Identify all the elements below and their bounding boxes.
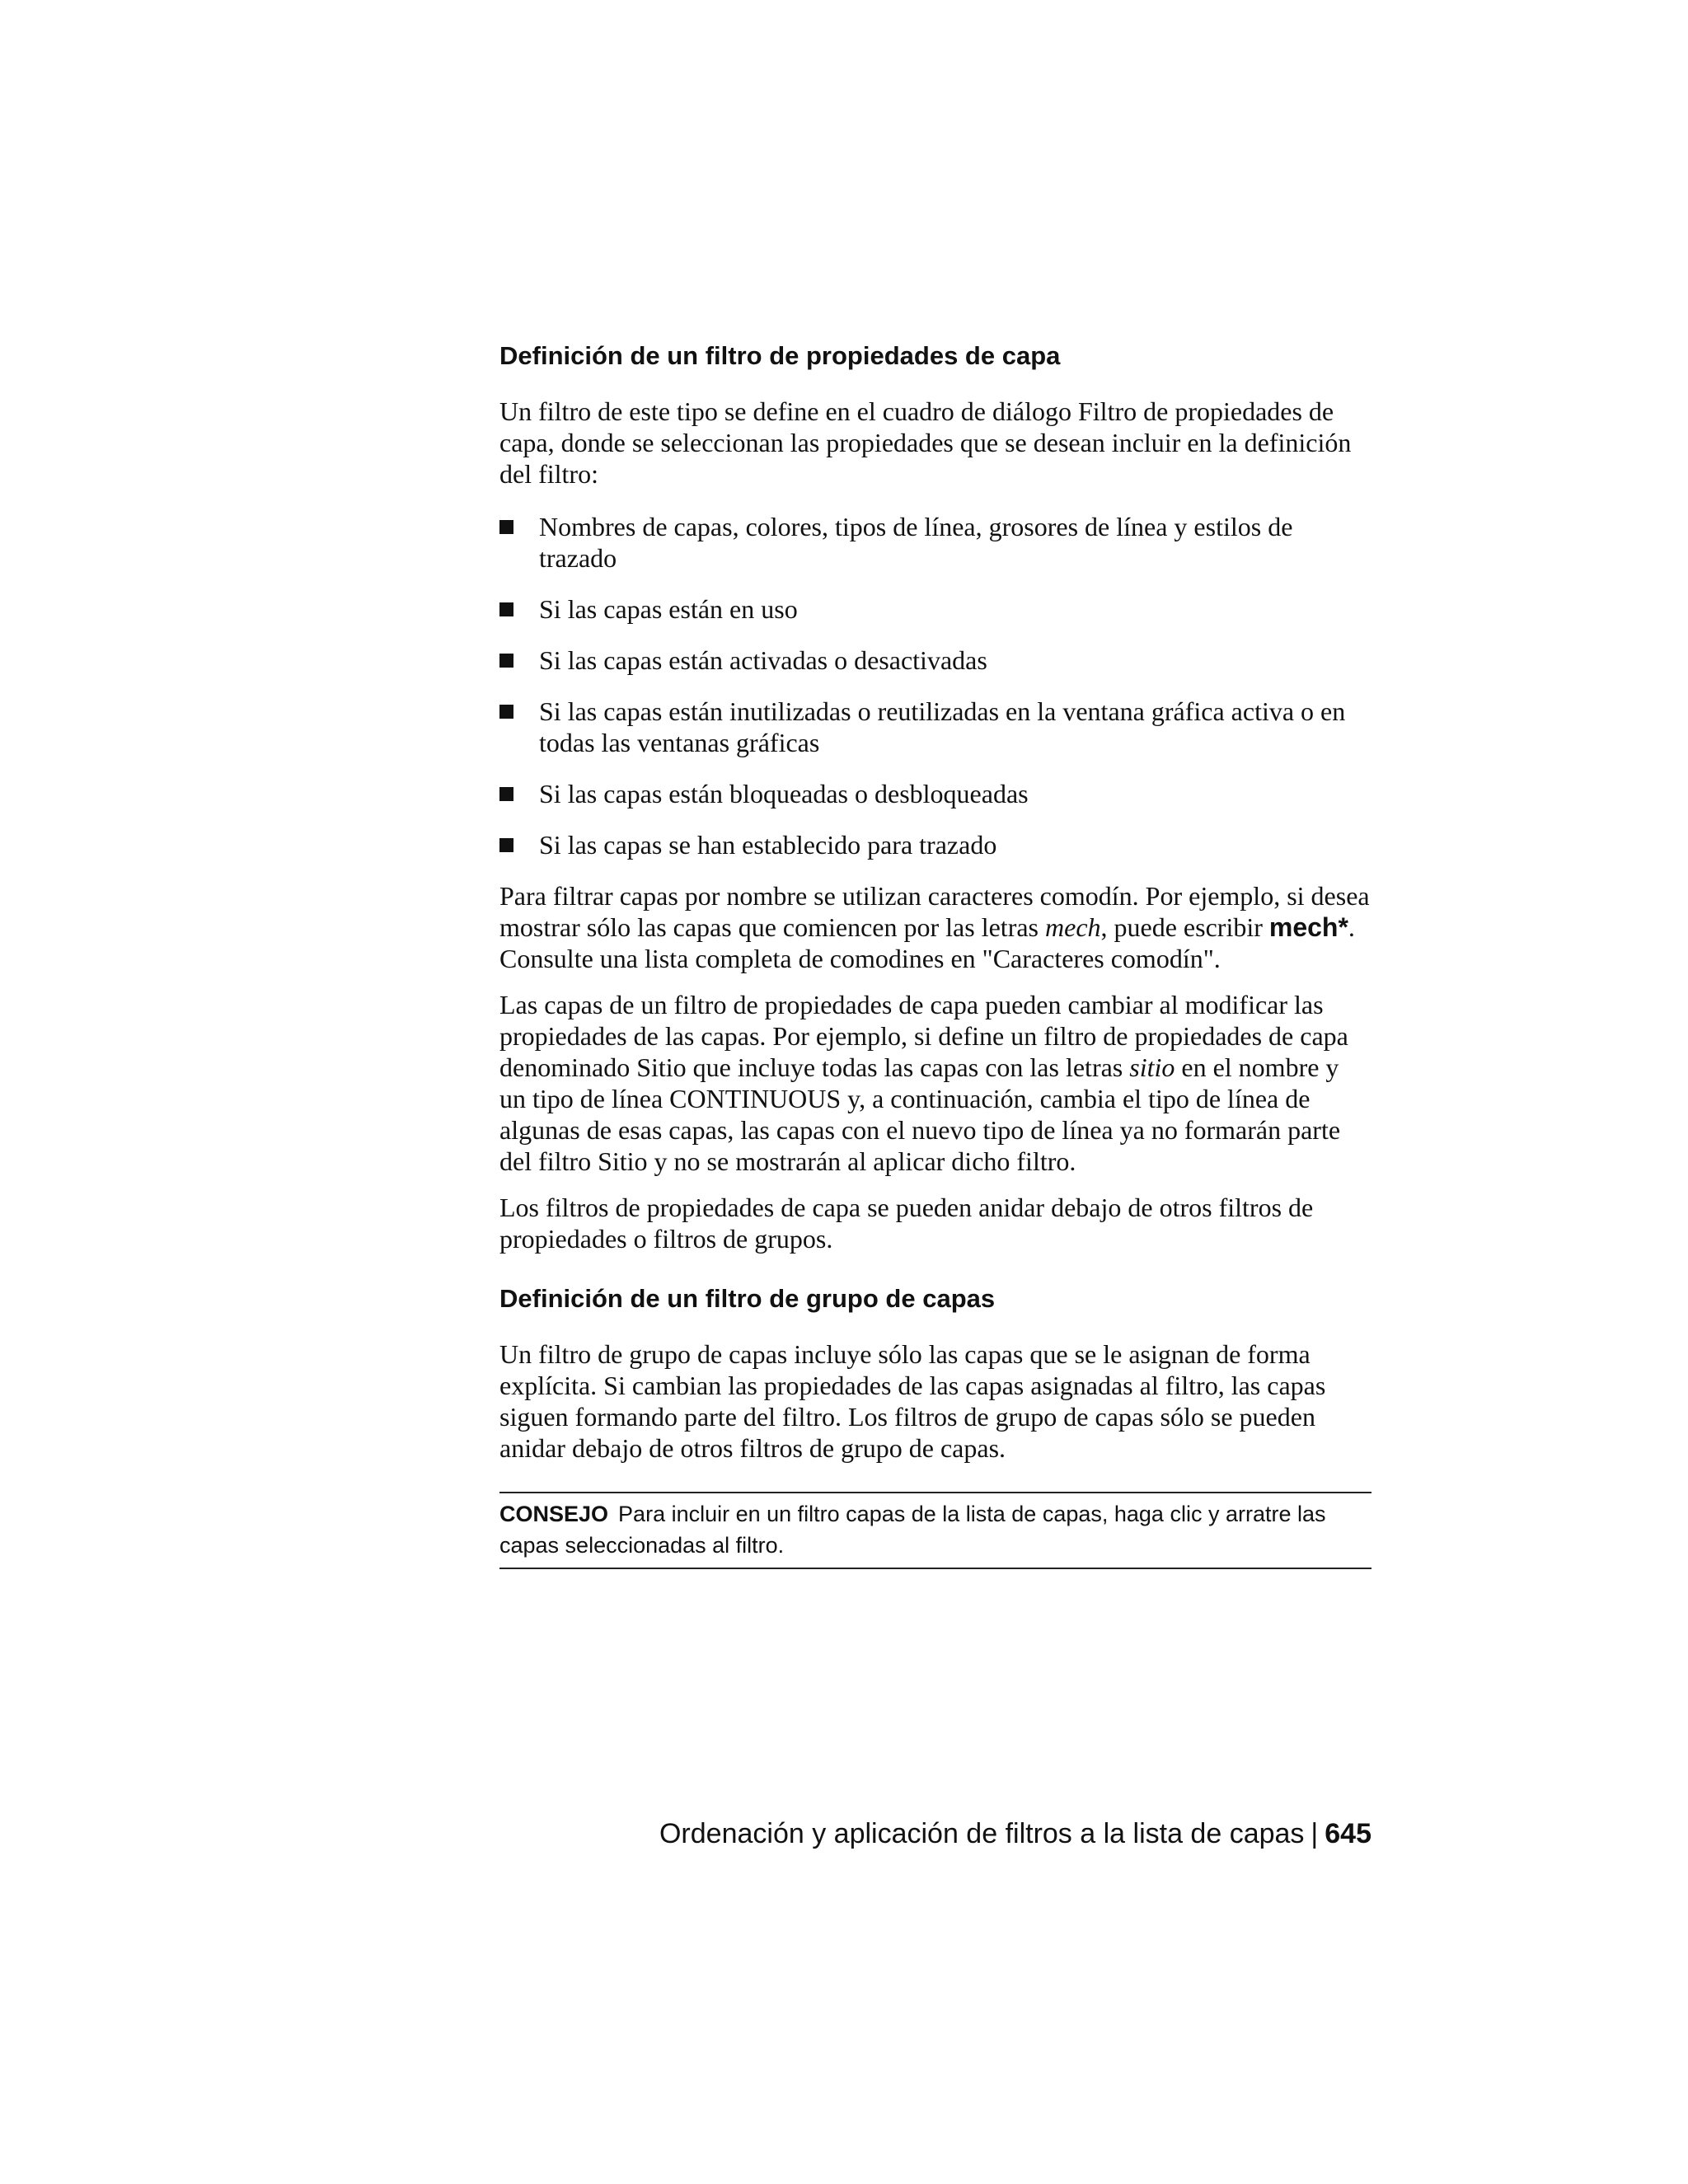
- list-item: Si las capas están en uso: [499, 593, 1372, 625]
- group-filter-paragraph: Un filtro de grupo de capas incluye sólo las capas que se le asignan de forma explícita. Si cambian las propiedades de las capas asignadas al filtro, las capas siguen formando parte del filtro. Los filtros de grupo de capas sólo se pueden anidar debajo de otros filtros de grupo de capas.: [499, 1339, 1326, 1463]
- section-heading-group-filter: Definición de un filtro de grupo de capas: [499, 1284, 996, 1313]
- page-number: 645: [1325, 1818, 1372, 1849]
- list-item: Nombres de capas, colores, tipos de línea, grosores de línea y estilos de trazado: [499, 511, 1372, 574]
- square-bullet-icon: [499, 705, 513, 719]
- list-item: Si las capas se han establecido para trazado: [499, 829, 1372, 860]
- tip-label: CONSEJO: [499, 1502, 609, 1526]
- list-item: Si las capas están inutilizadas o reutilizadas en la ventana gráfica activa o en todas las ventanas gráficas: [499, 696, 1372, 758]
- tip-box: [499, 1492, 1372, 1569]
- square-bullet-icon: [499, 520, 513, 534]
- list-item: Si las capas están activadas o desactivadas: [499, 644, 1372, 676]
- page-footer: [659, 1816, 1372, 1851]
- intro-paragraph: Un filtro de este tipo se define en el cuadro de diálogo Filtro de propiedades de capa, donde se seleccionan las propiedades que se desean incluir en la definición del filtro:: [499, 396, 1352, 489]
- square-bullet-icon: [499, 838, 513, 852]
- example-term: sitio: [1129, 1052, 1175, 1082]
- wildcard-example: mech*: [1268, 912, 1348, 942]
- footer-separator: |: [1311, 1818, 1319, 1849]
- page-content: [499, 336, 1372, 1569]
- wildcard-paragraph: Para filtrar capas por nombre se utilizan caracteres comodín. Por ejemplo, si desea mostrar sólo las capas que comiencen por las letras mech, puede escribir mech*. Consulte una lista completa de comodines en "Caracteres comodín".: [499, 881, 1370, 973]
- properties-list: [499, 511, 1372, 860]
- tip-text: Para incluir en un filtro capas de la lista de capas, haga clic y arratre las capas seleccionadas al filtro.: [499, 1502, 1326, 1558]
- list-item: Si las capas están bloqueadas o desbloqueadas: [499, 778, 1372, 809]
- nesting-paragraph: Los filtros de propiedades de capa se pueden anidar debajo de otros filtros de propiedades o filtros de grupos.: [499, 1193, 1314, 1254]
- chapter-title: Ordenación y aplicación de filtros a la lista de capas: [659, 1818, 1305, 1849]
- example-term: mech: [1045, 912, 1101, 942]
- section-heading-properties-filter: Definición de un filtro de propiedades de capa: [499, 341, 1061, 370]
- change-paragraph: Las capas de un filtro de propiedades de capa pueden cambiar al modificar las propiedades de las capas. Por ejemplo, si define un filtro de propiedades de capa denominado Sitio que incluye todas las capas con las letras sitio en el nombre y un tipo de línea CONTINUOUS y, a continuación, cambia el tipo de línea de algunas de esas capas, las capas con el nuevo tipo de línea ya no formarán parte del filtro Sitio y no se mostrarán al aplicar dicho filtro.: [499, 990, 1348, 1176]
- square-bullet-icon: [499, 602, 513, 616]
- square-bullet-icon: [499, 787, 513, 801]
- square-bullet-icon: [499, 654, 513, 668]
